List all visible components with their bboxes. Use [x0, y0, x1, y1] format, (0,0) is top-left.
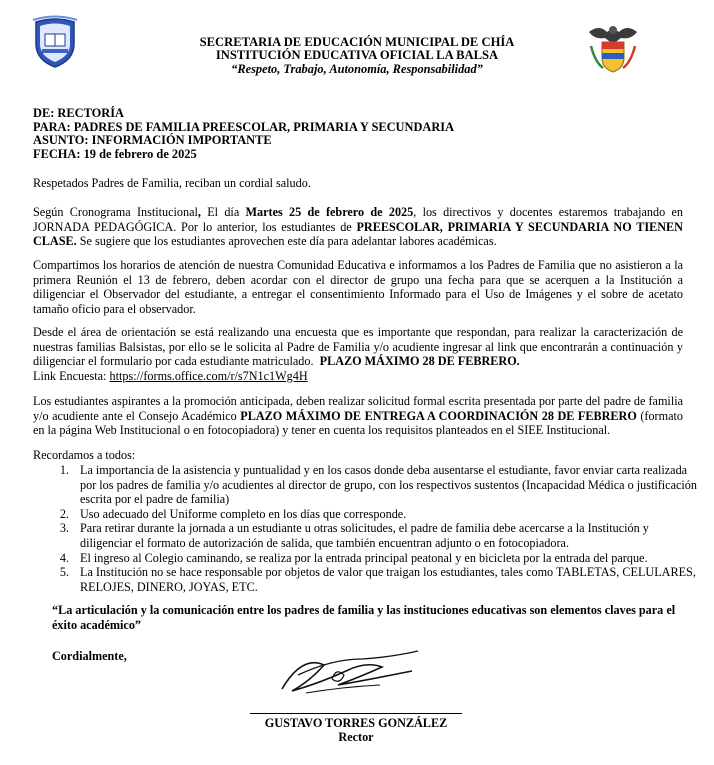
survey-deadline: PLAZO MÁXIMO 28 DE FEBRERO.: [319, 354, 520, 369]
paragraph-promotion: Los estudiantes aspirantes a la promoción anticipada, deben realizar solicitud formal escrita presentada por parte del padre de familia y/o acudiente ante el Consejo Académico PLAZO MÁXIMO DE ENTREGA A COORDINACIÓN 28 DE FEBRERO (formato en la página Web Institucional o en fotocopiadora) y tener en cuenta los requisitos planteados en el SIEE Institucional.: [33, 394, 683, 438]
signatory-block: [250, 716, 462, 744]
secretariat-name: SECRETARIA DE EDUCACIÓN MUNICIPAL DE CHÍA: [199, 35, 515, 49]
memo-to: PARA: PADRES DE FAMILIA PREESCOLAR, PRIMARIA Y SECUNDARIA: [33, 119, 455, 134]
signature-line: [250, 713, 462, 714]
list-item: 2. Uso adecuado del Uniforme completo en los días que corresponde.: [72, 507, 697, 522]
list-item: 3. Para retirar durante la jornada a un estudiante u otras solicitudes, el padre de familia debe acercarse a la Institución y diligenciar el formato de autorización de salida, que también encuentran adjunto o en fotocopiadora.: [72, 521, 697, 550]
letterhead: [0, 36, 714, 76]
survey-link[interactable]: https://forms.office.com/r/s7N1c1Wg4H: [109, 368, 308, 383]
reminders-intro: Recordamos a todos:: [33, 448, 136, 462]
reminders-list: [50, 463, 697, 594]
paragraph-attention: Compartimos los horarios de atención de nuestra Comunidad Educativa e informamos a los Padres de Familia que no asistieron a la primera Reunión el 13 de febrero, deben acordar con el director de grupo una fecha para que se acerquen a la Institución a diligenciar el Observador del estudiante, a entregar el consentimiento Informado para el Uso de Imágenes y el sobre de acetato tamaño oficio para el observador.: [33, 258, 683, 316]
handwritten-signature: [262, 645, 427, 707]
institution-motto: “Respeto, Trabajo, Autonomía, Responsabilidad”: [231, 62, 483, 76]
memo-block: [33, 107, 454, 161]
list-item: 4. El ingreso al Colegio caminando, se realiza por la entrada principal peatonal y en bicicleta por la entrada del parque.: [72, 551, 697, 566]
memo-date: FECHA: 19 de febrero de 2025: [33, 146, 197, 161]
greeting: Respetados Padres de Familia, reciban un cordial saludo.: [33, 176, 311, 190]
signatory-name: GUSTAVO TORRES GONZÁLEZ: [264, 716, 448, 730]
closing-quote: “La articulación y la comunicación entre los padres de familia y las instituciones educativas son elementos claves para el éxito académico”: [52, 603, 676, 632]
list-item: 5. La Institución no se hace responsable por objetos de valor que traigan los estudiantes, tales como TABLETAS, CELULARES, RELOJES, DINERO, JOYAS, ETC.: [72, 565, 697, 594]
institution-name: INSTITUCIÓN EDUCATIVA OFICIAL LA BALSA: [215, 48, 499, 62]
memo-from: DE: RECTORÍA: [33, 106, 124, 120]
paragraph-survey: Desde el área de orientación se está realizando una encuesta que es importante que respondan, para realizar la caracterización de nuestras familias Balsistas, por ello se le solicita al Padre de Familia y/o acudiente ingresar al link que encontrarán a continuación y diligenciar el formulario por cada estudiante matriculado. PLAZO MÁXIMO 28 DE FEBRERO. Link Encuesta: https://forms.office.com/r/s7N1c1Wg4H: [33, 325, 683, 383]
closing-salutation: Cordialmente,: [52, 649, 127, 663]
memo-subject: ASUNTO: INFORMACIÓN IMPORTANTE: [33, 133, 272, 148]
signatory-title: Rector: [338, 730, 374, 744]
list-item: 1. La importancia de la asistencia y puntualidad y en los casos donde deba ausentarse el estudiante, favor enviar carta realizada por los padres de familia y/o acudientes al director de grupo, con los respectivos sustentos (Incapacidad Médica o justificación escrita por el padre de familia): [72, 463, 697, 507]
paragraph-schedule: Según Cronograma Institucional, El día Martes 25 de febrero de 2025, los directivos y docentes estaremos trabajando en JORNADA PEDAGÓGICA. Por lo anterior, los estudiantes de PREESCOLAR, PRIMARIA Y SECUNDARIA NO TIENEN CLASE. Se sugiere que los estudiantes aprovechen este día para adelantar labores académicas.: [33, 205, 683, 249]
